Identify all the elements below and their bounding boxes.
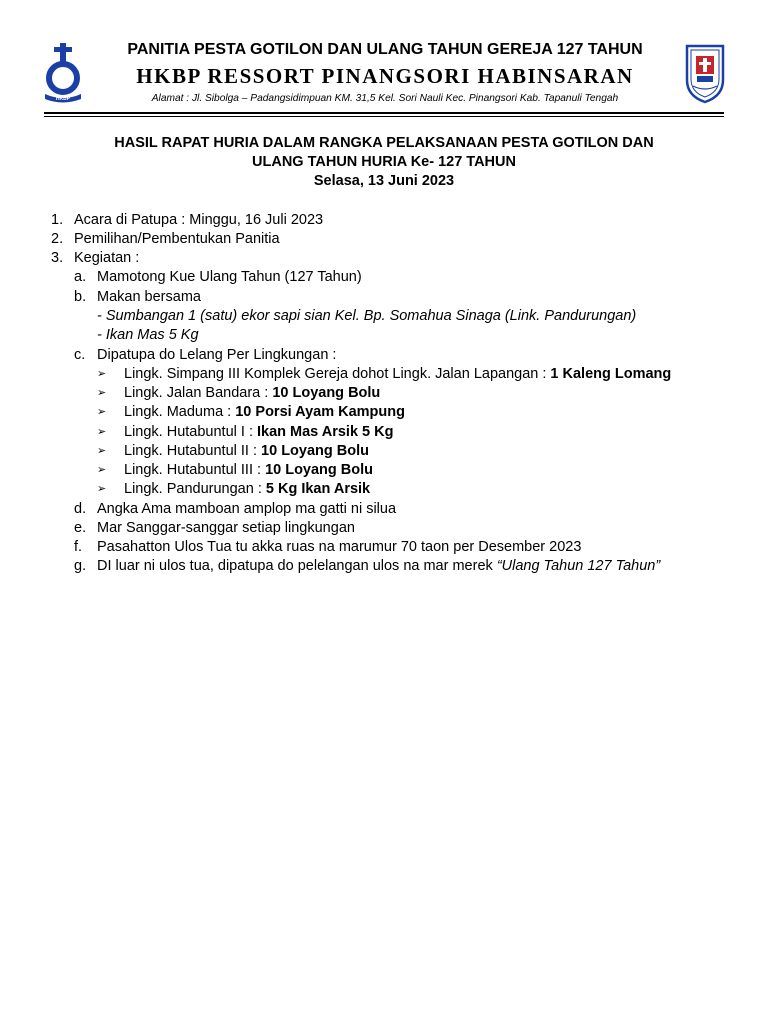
lingkungan-item <box>124 423 393 442</box>
lingkungan-item <box>124 384 380 403</box>
kegiatan-f: Pasahatton Ulos Tua tu akka ruas na marumur 70 taon per Desember 2023 <box>97 539 582 555</box>
arrow-bullet-icon: ➢ <box>97 368 107 380</box>
arrow-bullet-icon: ➢ <box>97 445 107 457</box>
org-title: PANITIA PESTA GOTILON DAN ULANG TAHUN GEREJA 127 TAHUN <box>127 41 643 58</box>
lingkungan-label: Lingk. Pandurungan : <box>124 481 266 497</box>
lingkungan-value: Ikan Mas Arsik 5 Kg <box>257 424 394 440</box>
lingkungan-value: 1 Kaleng Lomang <box>550 366 672 382</box>
hkbp-logo <box>40 42 86 104</box>
item-marker: 2. <box>51 231 64 247</box>
lingkungan-item <box>124 461 373 480</box>
sub-marker: d. <box>74 501 87 517</box>
arrow-bullet-icon: ➢ <box>97 406 107 418</box>
org-address: Alamat : Jl. Sibolga – Padangsidimpuan KM. 31,5 Kel. Sori Nauli Kec. Pinangsori Kab. Tapanuli Tengah <box>151 93 619 104</box>
lingkungan-value: 5 Kg Ikan Arsik <box>265 481 371 497</box>
arrow-bullet-icon: ➢ <box>97 483 107 495</box>
kegiatan-g <box>97 557 660 576</box>
arrow-bullet-icon: ➢ <box>97 426 107 438</box>
lingkungan-label: Lingk. Jalan Bandara : <box>124 385 273 401</box>
header-divider-thick <box>44 112 724 114</box>
church-emblem-icon <box>683 42 727 104</box>
kegiatan-e: Mar Sanggar-sanggar setiap lingkungan <box>97 520 355 536</box>
sub-marker: g. <box>74 558 87 574</box>
item-marker: 1. <box>51 212 64 228</box>
kegiatan-d: Angka Ama mamboan amplop ma gatti ni silua <box>97 501 397 517</box>
item-marker: 3. <box>51 250 64 266</box>
header-divider-thin <box>44 116 724 117</box>
lingkungan-item <box>124 442 369 461</box>
church-emblem <box>683 42 727 104</box>
item-acara: Acara di Patupa : Minggu, 16 Juli 2023 <box>74 212 324 228</box>
lingkungan-label: Lingk. Hutabuntul II : <box>124 443 262 459</box>
kegiatan-g-quote: “Ulang Tahun 127 Tahun” <box>496 558 661 574</box>
item-kegiatan: Kegiatan : <box>74 250 140 266</box>
kegiatan-c: Dipatupa do Lelang Per Lingkungan : <box>97 347 337 363</box>
lingkungan-label: Lingk. Simpang III Komplek Gereja dohot Lingk. Jalan Lapangan : <box>124 366 551 382</box>
lingkungan-label: Lingk. Maduma : <box>124 404 236 420</box>
arrow-bullet-icon: ➢ <box>97 464 107 476</box>
lingkungan-item <box>124 365 671 384</box>
lingkungan-value: 10 Loyang Bolu <box>272 385 381 401</box>
sub-marker: f. <box>74 539 83 555</box>
arrow-bullet-icon: ➢ <box>97 387 107 399</box>
kegiatan-b: Makan bersama <box>97 289 201 305</box>
sub-marker: e. <box>74 520 87 536</box>
lingkungan-value: 10 Porsi Ayam Kampung <box>235 404 405 420</box>
lingkungan-value: 10 Loyang Bolu <box>265 462 374 478</box>
lingkungan-value: 10 Loyang Bolu <box>261 443 369 459</box>
kegiatan-g-text: DI luar ni ulos tua, dipatupa do pelelangan ulos na mar merek <box>97 558 497 574</box>
item-panitia: Pemilihan/Pembentukan Panitia <box>74 231 280 247</box>
logo-left-text: HKBP <box>55 96 71 102</box>
lingkungan-label: Lingk. Hutabuntul I : <box>124 424 257 440</box>
cross-circle-icon <box>40 42 86 104</box>
kegiatan-b-note: - Ikan Mas 5 Kg <box>97 327 199 343</box>
kegiatan-b-note: - Sumbangan 1 (satu) ekor sapi sian Kel. Bp. Somahua Sinaga (Link. Pandurungan) <box>97 308 637 324</box>
document-title-line1: HASIL RAPAT HURIA DALAM RANGKA PELAKSANAAN PESTA GOTILON DAN <box>114 135 654 151</box>
org-name: HKBP RESSORT PINANGSORI HABINSARAN <box>136 64 634 88</box>
sub-marker: a. <box>74 269 87 285</box>
sub-marker: b. <box>74 289 87 305</box>
document-title-line2: ULANG TAHUN HURIA Ke- 127 TAHUN <box>252 154 516 170</box>
lingkungan-item <box>124 403 405 422</box>
document-date: Selasa, 13 Juni 2023 <box>313 173 455 189</box>
lingkungan-label: Lingk. Hutabuntul III : <box>124 462 266 478</box>
sub-marker: c. <box>74 347 86 363</box>
lingkungan-item <box>124 480 370 499</box>
kegiatan-a: Mamotong Kue Ulang Tahun (127 Tahun) <box>97 269 362 285</box>
